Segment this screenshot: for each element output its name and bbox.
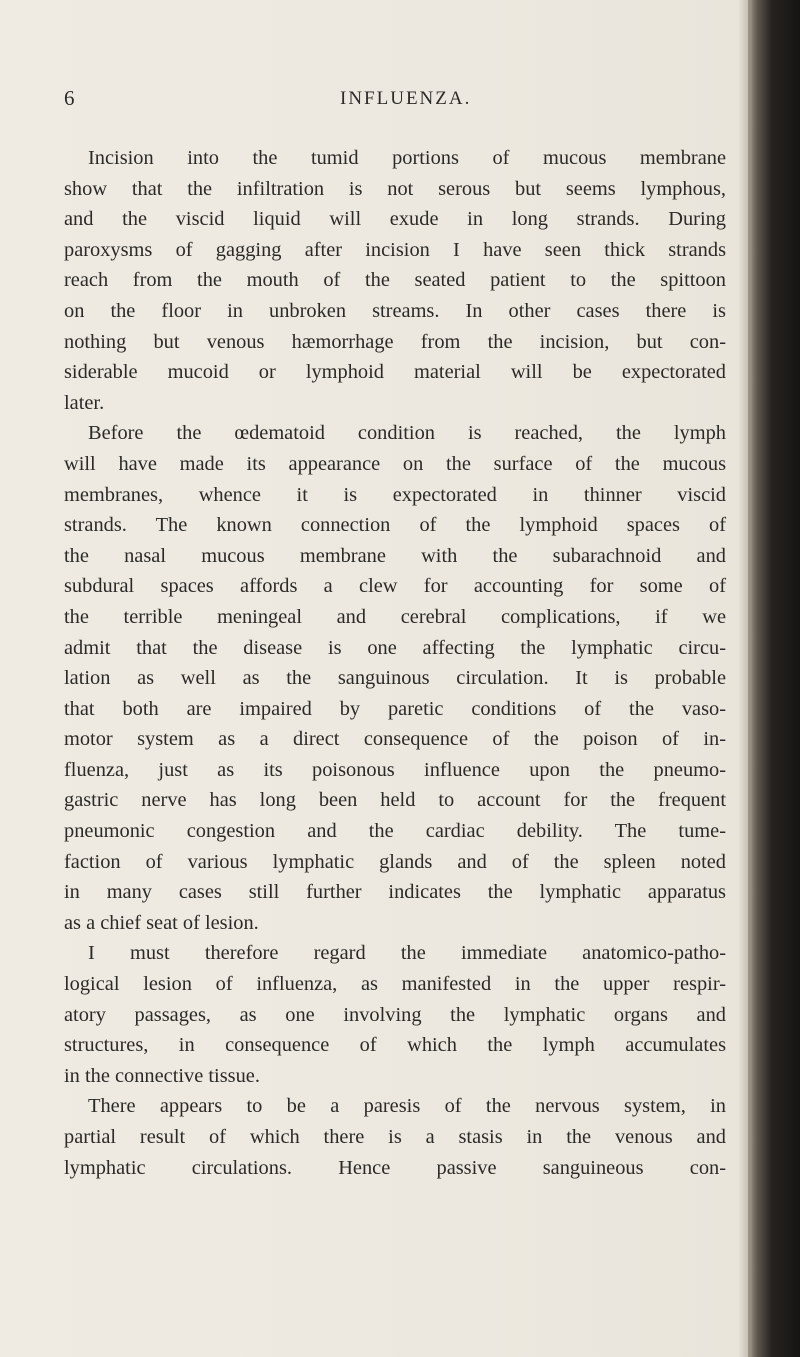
text-line: gastric nerve has long been held to account for the frequent (64, 789, 726, 812)
page-number: 6 (64, 86, 76, 110)
text-line: faction of various lymphatic glands and of the spleen noted (64, 850, 726, 873)
text-line: Incision into the tumid portions of mucous membrane (88, 147, 726, 169)
text-line: in the connective tissue. (64, 1064, 260, 1087)
text-line: nothing but venous hæmorrhage from the incision, but con- (64, 330, 726, 353)
running-head: INFLUENZA. (340, 88, 472, 109)
text-line: strands. The known connection of the lymphoid spaces of (64, 514, 726, 537)
text-line: will have made its appearance on the surface of the mucous (64, 452, 726, 475)
text-line: the terrible meningeal and cerebral complications, if we (64, 605, 726, 628)
text-line: lation as well as the sanguinous circulation. It is probable (64, 667, 726, 690)
text-line: lymphatic circulations. Hence passive sanguineous con- (64, 1156, 726, 1179)
text-line: There appears to be a paresis of the nervous system, in (88, 1095, 726, 1118)
text-line: pneumonic congestion and the cardiac debility. The tume- (64, 820, 726, 843)
text-line: logical lesion of influenza, as manifested in the upper respir- (64, 973, 726, 996)
text-line: in many cases still further indicates the lymphatic apparatus (64, 881, 726, 904)
text-line: later. (64, 391, 105, 414)
text-line: show that the infiltration is not serous but seems lymphous, (64, 177, 726, 200)
text-line: partial result of which there is a stasis in the venous and (64, 1126, 726, 1148)
text-line: I must therefore regard the immediate anatomico-patho- (88, 942, 726, 965)
text-line: Before the œdematoid condition is reached, the lymph (88, 422, 726, 445)
text-line: as a chief seat of lesion. (64, 911, 259, 934)
text-line: that both are impaired by paretic conditions of the vaso- (64, 697, 726, 720)
text-line: reach from the mouth of the seated patient to the spittoon (64, 269, 726, 292)
text-line: motor system as a direct consequence of the poison of in- (64, 728, 726, 751)
text-line: paroxysms of gagging after incision I have seen thick strands (64, 238, 726, 261)
text-line: and the viscid liquid will exude in long strands. During (64, 208, 726, 231)
text-line: atory passages, as one involving the lymphatic organs and (64, 1003, 726, 1026)
page-header (0, 86, 800, 118)
text-line: siderable mucoid or lymphoid material will be expectorated (64, 361, 726, 384)
text-line: structures, in consequence of which the lymph accumulates (64, 1034, 726, 1057)
text-line: subdural spaces affords a clew for accounting for some of (64, 575, 726, 598)
text-line: the nasal mucous membrane with the subarachnoid and (64, 544, 726, 567)
book-binding-edge (748, 0, 800, 1357)
text-line: on the floor in unbroken streams. In other cases there is (64, 299, 726, 322)
text-line: admit that the disease is one affecting the lymphatic circu- (64, 636, 726, 659)
body-text (64, 143, 726, 1183)
text-line: membranes, whence it is expectorated in thinner viscid (64, 483, 726, 506)
text-line: fluenza, just as its poisonous influence upon the pneumo- (64, 758, 726, 781)
